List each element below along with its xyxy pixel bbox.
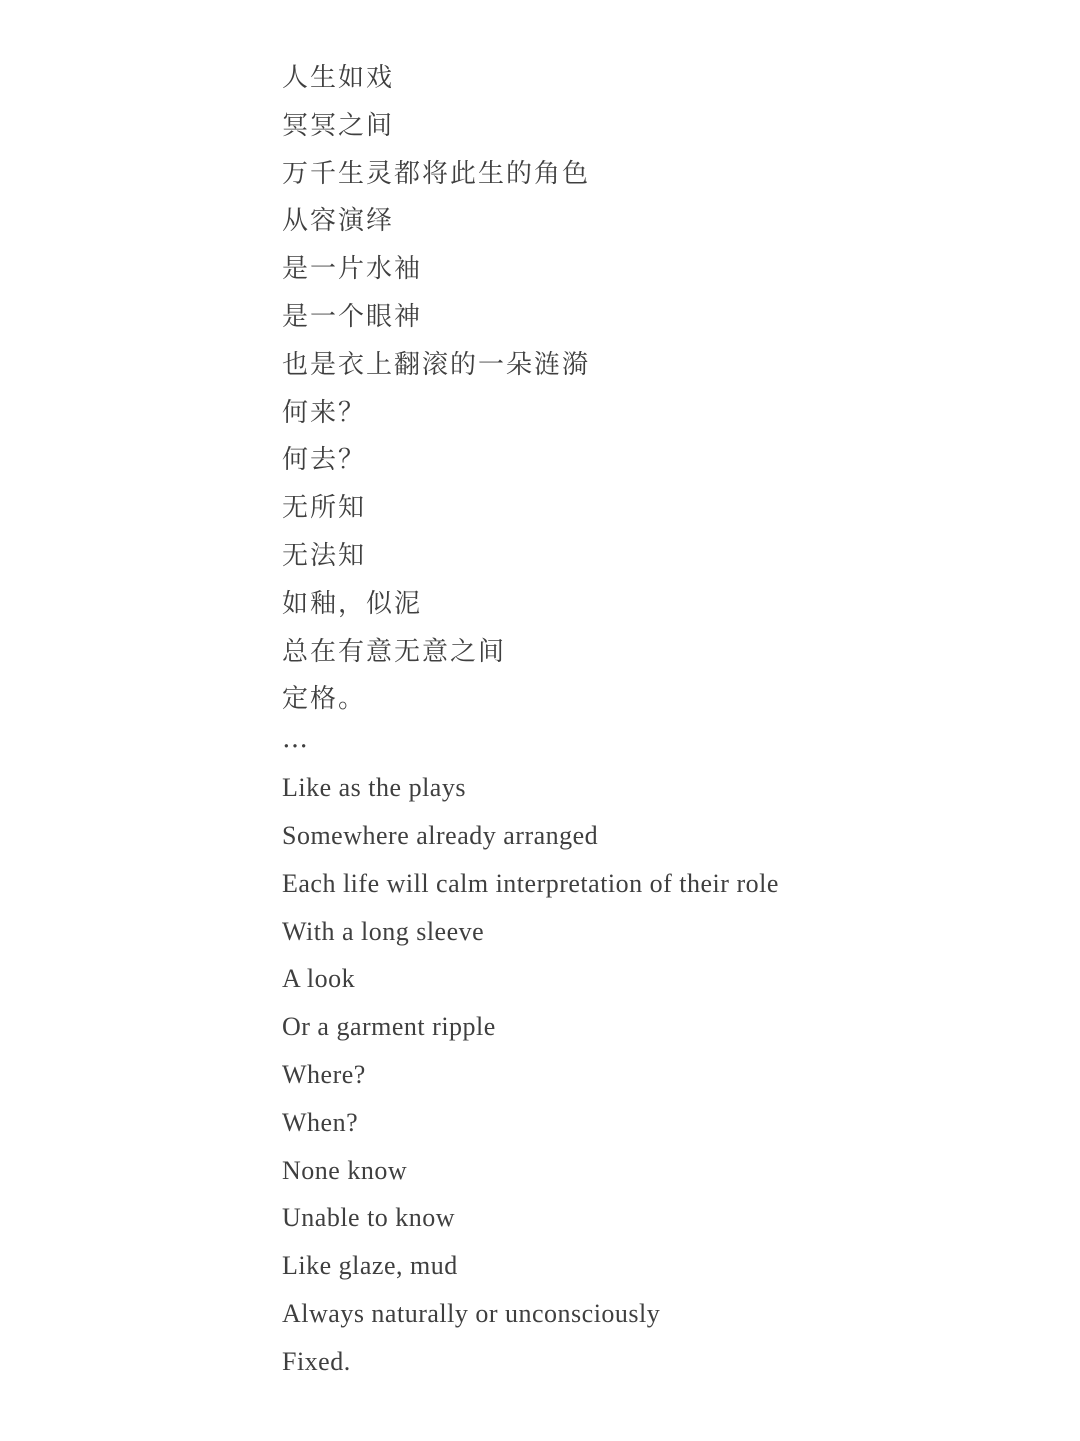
poem-line-zh-9: 何去？ [282,445,367,476]
poem-line-zh-7: 也是衣上翻滚的一朵涟漪 [282,349,591,380]
poem-line-en-13: Fixed. [282,1346,351,1376]
poem-line-en-9: None know [282,1155,408,1185]
poem-line-zh-5: 是一片水袖 [282,254,423,285]
poem-line-zh-12: 如釉，似泥 [282,588,423,619]
poem-line-zh-1: 人生如戏 [282,63,395,93]
poem-line-en-2: Somewhere already arranged [282,820,599,850]
poem-line-en-12: Always naturally or unconsciously [282,1298,661,1328]
poem-line-en-8: When? [282,1107,359,1137]
poem-line-en-7: Where? [282,1059,366,1089]
poem-line-zh-13: 总在有意无意之间 [282,636,507,667]
poem-line-en-3: Each life will calm interpretation of their role [282,868,779,898]
poem-line-zh-14: 定格。 [282,684,367,715]
poem-line-en-4: With a long sleeve [282,916,485,946]
poem-line-zh-6: 是一个眼神 [282,301,423,332]
poem-line-zh-8: 何来？ [282,397,367,428]
poem-text [282,55,1042,1386]
poem-line-zh-10: 无所知 [282,493,367,524]
poem-line-zh-4: 从容演绎 [282,206,395,237]
poem-line-zh-2: 冥冥之间 [282,110,395,141]
poem-line-en-10: Unable to know [282,1203,456,1233]
poem-line-en-1: Like as the plays [282,773,466,803]
poem-separator: … [282,724,310,755]
poem-line-en-6: Or a garment ripple [282,1012,496,1042]
poem-line-zh-3: 万千生灵都将此生的角色 [282,158,591,189]
poem-line-zh-11: 无法知 [282,540,367,571]
poem-line-en-11: Like glaze, mud [282,1251,458,1281]
poem-line-en-5: A look [282,964,356,994]
